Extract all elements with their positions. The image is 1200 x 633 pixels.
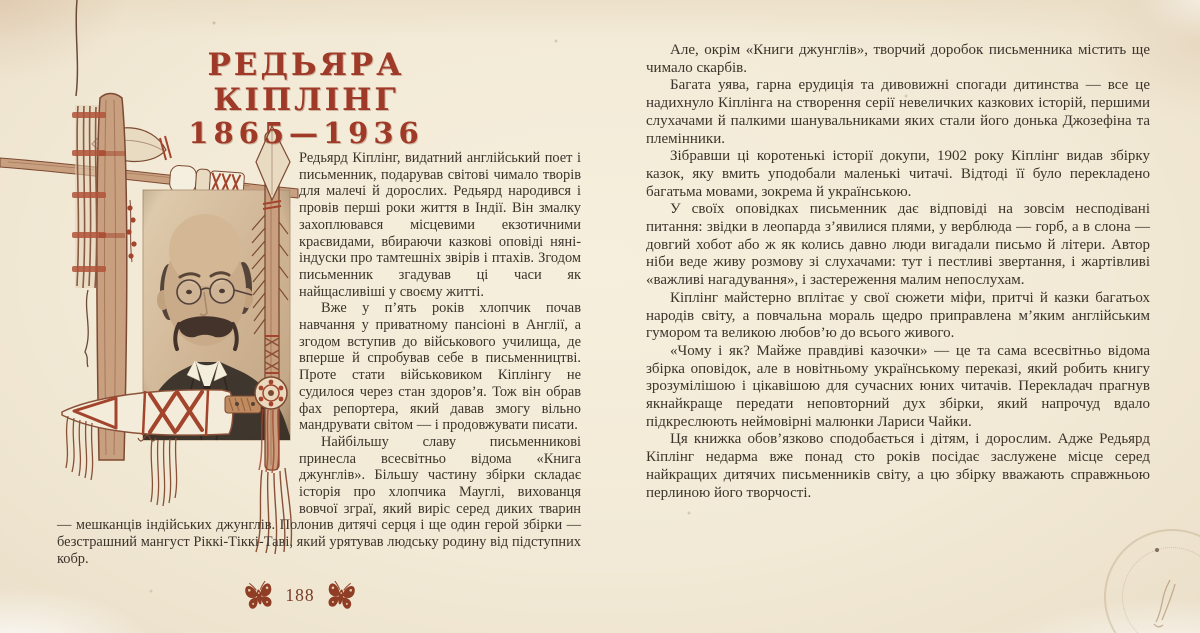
body-paragraph: У своїх оповідках письменник дає відповіді на зовсім несподівані питання: звідки в леопарда з’явилися плями, у верблюда — горб, а в слона — довгий хобот або ж як колись давно люди вигадали письмо й літери. Автор ніби веде живу розмову зі слухачами: тут і пестливі звертання, і жартівливі «важливі нагадування», і застереження малим непослухам. (646, 201, 1150, 289)
chapter-title (120, 48, 492, 150)
page-number: 188 (285, 584, 315, 605)
body-paragraph: Кіплінг майстерно вплітає у свої сюжети міфи, притчі й казки багатьох народів світу, а повчальна мораль щедро приправлена м’яким англійським гумором та великою любов’ю до всього живого. (646, 289, 1150, 342)
butterfly-icon (323, 578, 359, 612)
butterfly-icon (241, 578, 277, 612)
body-paragraph: Зібравши ці коротенькі історії докупи, 1902 року Кіплінг видав збірку казок, яку вмить уподобали маленькі читачі. Відтоді її було перекладено багатьма мовами, зокрема й українською. (646, 148, 1150, 200)
body-paragraph: Але, окрім «Книги джунглів», творчий доробок письменника містить ще чимало скарбів. (646, 42, 1150, 76)
body-paragraph: Вже у п’ять років хлопчик почав навчання у приватному пансіоні в Англії, а згодом вступив до військового училища, де вперше й спробував себе в письменництві. Проте стати військовиком Кіплінгу не судилося через стан здоров’я. Тож він обрав фах репортера, який давав змогу вільно мандрувати світом — і продовжувати писати. (299, 300, 581, 434)
body-paragraph: «Чому і як? Майже правдиві казочки» — це та сама всесвітньо відома збірка оповідок, але в новітньому українському переказі, який робить книгу зрозумілішою і цікавішою для сучасних юних читачів. Перекладач прагнув якнайкраще передати неповторний дух збірки, який напрочуд вдало підкреслюють неймовірні малюнки Лариси Чайки. (646, 342, 1150, 430)
left-page-text (57, 150, 581, 568)
hanging-stick (76, 0, 77, 96)
chapter-title-years: 1865—1936 (188, 116, 424, 151)
body-paragraph: Найбільшу славу письменникові принесла всесвітньо відома «Книга джунглів». Більшу частину збірки складає історія про хлопчика Мауглі, вихованця вовчої зграї, який виріс серед диких тварин — мешканців індійських джунглів. Полонив дитячі серця і ще один герой збірки — безстрашний мангуст Ріккі-Тіккі-Таві, який урятував людську родину від підступних кобр. (57, 433, 581, 567)
page-footer (0, 580, 600, 610)
body-paragraph: Багата уява, гарна ерудиція та дивовижні спогади дитинства — все це надихнуло Кіплінга на створення серії невеличких казкових історій, першими слухачами й палкими шанувальниками яких стали його донька Джозефіна та племінники. (646, 77, 1150, 147)
illustration-text-wrap-spacer (57, 150, 299, 508)
chapter-title-name: РЕДЬЯРА КІПЛІНГ (207, 47, 405, 118)
pen-squiggle-mark (1142, 568, 1194, 630)
right-page-text (646, 42, 1150, 502)
body-paragraph: Редьярд Кіплінг, видатний англійський поет і письменник, подарував світові чимало творів для малечі й дорослих. Редьярд народився і провів перші роки життя в Індії. Він змалку захоплювався місцевими екзотичними краєвидами, вбираючи казкові оповіді няні-індуски про тамтешніх звірів і птахів. Згодом письменник згадував ці часи як найщасливіші у своєму житті. (299, 150, 581, 300)
body-paragraph: Ця книжка обов’язково сподобається і дітям, і дорослим. Адже Редьярд Кіплінг недарма вже понад сто років посідає заслужене місце серед найкращих дитячих письменників світу, а цю збірку вважають справжньою перлиною його творчості. (646, 431, 1150, 501)
